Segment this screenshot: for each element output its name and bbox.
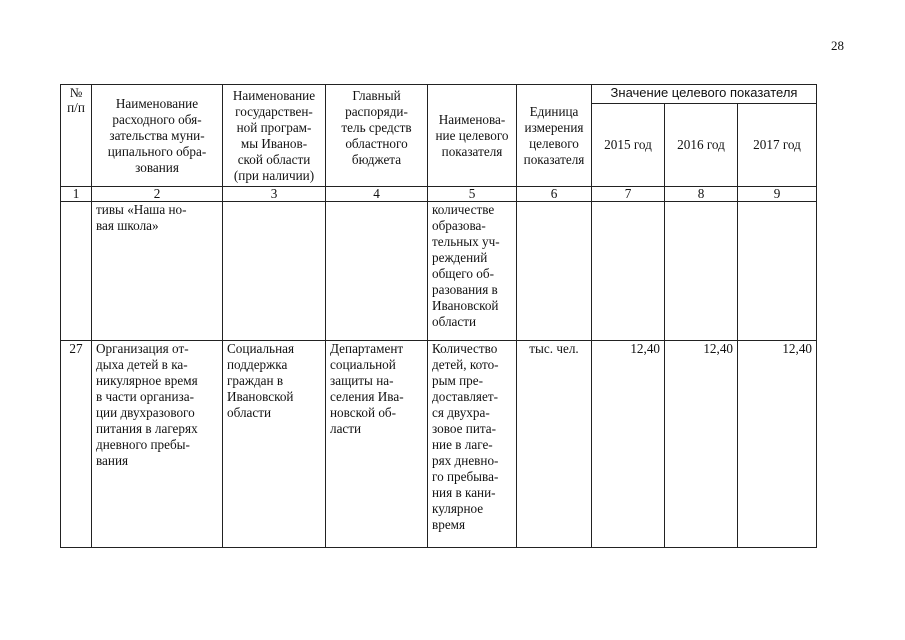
- row-obligation: тивы «Наша но- вая школа»: [92, 202, 223, 341]
- header-year-2017: 2017 год: [738, 104, 817, 187]
- row-num: 27: [61, 341, 92, 548]
- row-program: [223, 202, 326, 341]
- column-number: 3: [223, 187, 326, 202]
- row-obligation: Организация от- дыха детей в ка- никулярное время в части организа- ции двухразового питания в лагерях дневного пребы- вания: [92, 341, 223, 548]
- row-unit: тыс. чел.: [517, 341, 592, 548]
- header-year-2015: 2015 год: [592, 104, 665, 187]
- column-number: 9: [738, 187, 817, 202]
- header-year-2016: 2016 год: [665, 104, 738, 187]
- row-value-2015: [592, 202, 665, 341]
- table-row: [61, 202, 817, 341]
- table-row: [61, 341, 817, 548]
- row-value-2017: [738, 202, 817, 341]
- row-value-2016: 12,40: [665, 341, 738, 548]
- row-num: [61, 202, 92, 341]
- header-num: № п/п: [61, 85, 92, 187]
- header-program: Наименование государствен- ной програм- мы Иванов- ской области (при наличии): [223, 85, 326, 187]
- column-number: 8: [665, 187, 738, 202]
- header-row: [61, 85, 817, 104]
- row-manager: [326, 202, 428, 341]
- column-number: 6: [517, 187, 592, 202]
- target-indicators-table: [60, 84, 817, 548]
- column-number: 4: [326, 187, 428, 202]
- row-manager: Департамент социальной защиты на- селения Ива- новской об- ласти: [326, 341, 428, 548]
- column-number: 2: [92, 187, 223, 202]
- header-obligation: Наименование расходного обя- зательства муни- ципального обра- зования: [92, 85, 223, 187]
- row-value-2015: 12,40: [592, 341, 665, 548]
- row-indicator: Количество детей, кото- рым пре- доставляет- ся двухра- зовое пита- ние в лаге- рях дневно- го пребыва- ния в кани- кулярное время: [428, 341, 517, 548]
- row-unit: [517, 202, 592, 341]
- header-unit: Единица измерения целевого показателя: [517, 85, 592, 187]
- column-numbers-row: [61, 187, 817, 202]
- column-number: 5: [428, 187, 517, 202]
- header-target-value-group: Значение целевого показателя: [592, 85, 817, 104]
- row-value-2016: [665, 202, 738, 341]
- header-manager: Главный распоряди- тель средств областного бюджета: [326, 85, 428, 187]
- row-value-2017: 12,40: [738, 341, 817, 548]
- column-number: 1: [61, 187, 92, 202]
- row-indicator: количестве образова- тельных уч- реждений общего об- разования в Ивановской области: [428, 202, 517, 341]
- column-number: 7: [592, 187, 665, 202]
- row-program: Социальная поддержка граждан в Ивановской области: [223, 341, 326, 548]
- page-number: 28: [831, 38, 844, 53]
- header-indicator: Наименова- ние целевого показателя: [428, 85, 517, 187]
